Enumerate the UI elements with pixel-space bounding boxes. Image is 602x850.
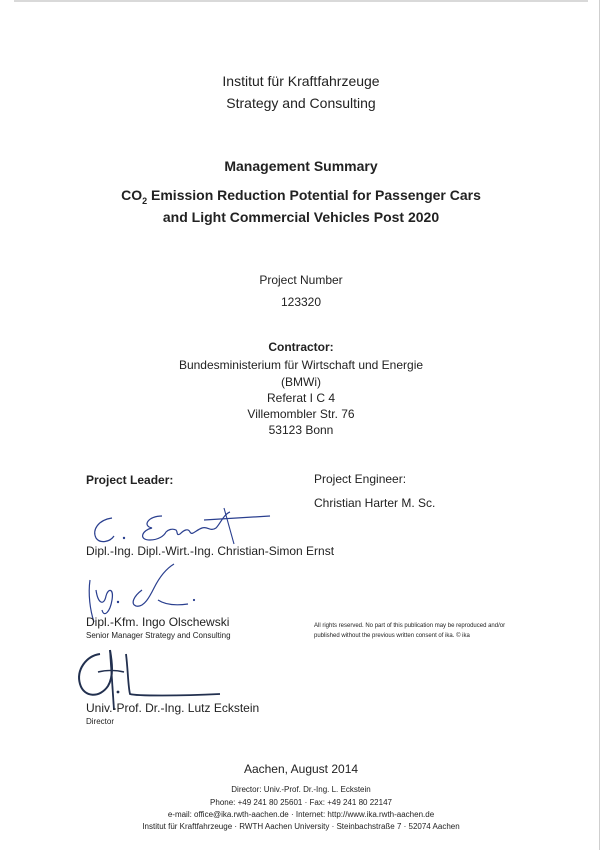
subtitle-co: CO [121, 187, 143, 203]
project-leader-name: Dipl.-Ing. Dipl.-Wirt.-Ing. Christian-Simon Ernst [86, 544, 335, 558]
footer-line-1: Director: Univ.-Prof. Dr.-Ing. L. Eckstein [231, 785, 371, 794]
project-engineer-name: Christian Harter M. Sc. [314, 496, 436, 510]
top-border [14, 0, 588, 2]
place-date: Aachen, August 2014 [243, 762, 359, 776]
contractor-line-5: 53123 Bonn [268, 423, 334, 437]
director-name: Univ.-Prof. Dr.-Ing. Lutz Eckstein [86, 701, 260, 715]
subtitle-sub: 2 [142, 195, 148, 206]
project-number: 123320 [280, 295, 322, 309]
project-number-label: Project Number [259, 273, 343, 287]
contractor-label: Contractor: [268, 340, 334, 354]
rights-line-2: published without the previous written consent of ika. © ika [314, 633, 470, 639]
director-title: Director [86, 717, 115, 726]
project-engineer-label: Project Engineer: [314, 472, 407, 486]
contractor-line-2: (BMWi) [281, 375, 321, 389]
contractor-line-4: Villemombler Str. 76 [247, 407, 355, 421]
manager-name: Dipl.-Kfm. Ingo Olschewski [86, 615, 230, 629]
footer-line-2: Phone: +49 241 80 25601 · Fax: +49 241 80 22147 [210, 798, 392, 807]
footer-line-3: e-mail: office@ika.rwth-aachen.de · Internet: http://www.ika.rwth-aachen.de [167, 810, 435, 819]
rights-line-1: All rights reserved. No part of this publication may be reproduced and/or [314, 623, 506, 629]
contractor-line-3: Referat I C 4 [266, 391, 336, 405]
subtitle-rest: Emission Reduction Potential for Passenger Cars [147, 187, 481, 203]
project-leader-label: Project Leader: [86, 473, 174, 487]
manager-title: Senior Manager Strategy and Consulting [86, 631, 231, 640]
document-subtitle-line2: and Light Commercial Vehicles Post 2020 [162, 209, 440, 225]
department-name: Strategy and Consulting [226, 95, 376, 111]
document-title: Management Summary [224, 158, 378, 174]
institute-name: Institut für Kraftfahrzeuge [222, 73, 380, 89]
footer-line-4: Institut für Kraftfahrzeuge · RWTH Aachen University · Steinbachstraße 7 · 52074 Aachen [142, 822, 460, 831]
contractor-line-1: Bundesministerium für Wirtschaft und Energie [178, 358, 424, 372]
